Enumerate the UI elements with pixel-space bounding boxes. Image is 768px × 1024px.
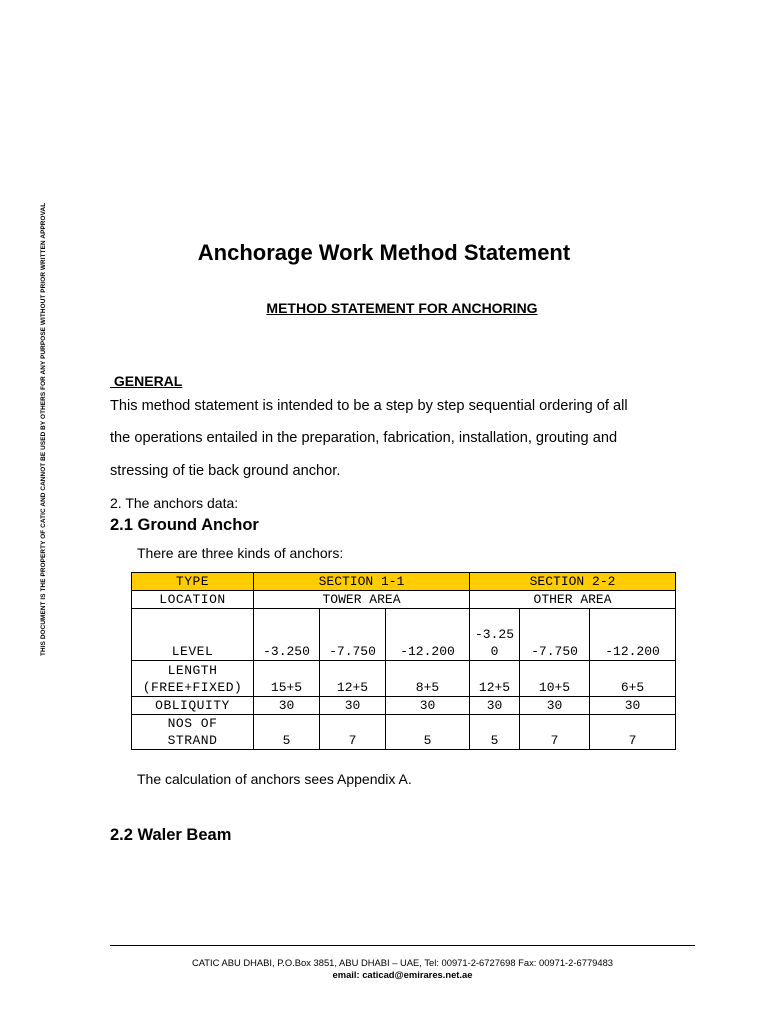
length-row: [132, 661, 676, 697]
obliquity-value-cell: 30: [386, 697, 470, 715]
strand-label-line: STRAND: [167, 733, 218, 748]
page-subtitle: METHOD STATEMENT FOR ANCHORING: [266, 300, 538, 316]
strand-value-cell: 7: [520, 715, 590, 750]
table-header-row: [132, 573, 676, 591]
obliquity-value-cell: 30: [470, 697, 520, 715]
tower-area-cell: TOWER AREA: [254, 591, 470, 609]
strand-value-cell: 7: [320, 715, 386, 750]
strand-value-cell: 5: [386, 715, 470, 750]
general-paragraph-line: stressing of tie back ground anchor.: [110, 463, 341, 479]
waler-beam-heading: 2.2 Waler Beam: [110, 826, 232, 844]
strand-value-cell: 5: [470, 715, 520, 750]
length-value-cell: 12+5: [470, 661, 520, 697]
length-value-cell: 15+5: [254, 661, 320, 697]
general-paragraph-line: the operations entailed in the preparation, fabrication, installation, grouting and: [110, 430, 618, 446]
strand-value-cell: 5: [254, 715, 320, 750]
obliquity-value-cell: 30: [590, 697, 676, 715]
length-label-line: (FREE+FIXED): [142, 680, 243, 695]
level-value-cell: -12.200: [386, 609, 470, 661]
length-value-cell: 6+5: [590, 661, 676, 697]
strand-label-cell: [132, 715, 254, 750]
strand-row: [132, 715, 676, 750]
type-label-cell: TYPE: [132, 573, 254, 591]
level-row: [132, 609, 676, 661]
footer-divider: [110, 945, 695, 946]
length-value-cell: 8+5: [386, 661, 470, 697]
level-value-cell: -3.250: [254, 609, 320, 661]
obliquity-label-cell: OBLIQUITY: [132, 697, 254, 715]
level-label-cell: LEVEL: [132, 609, 254, 661]
section-2-2-header: SECTION 2-2: [470, 573, 676, 591]
other-area-cell: OTHER AREA: [470, 591, 676, 609]
length-label-line: LENGTH: [167, 663, 218, 678]
general-paragraph-line: This method statement is intended to be a step by step sequential ordering of all: [110, 398, 628, 414]
footer-email: email: caticad@emirares.net.ae: [332, 969, 473, 980]
obliquity-row: [132, 697, 676, 715]
length-value-cell: 10+5: [520, 661, 590, 697]
length-value-cell: 12+5: [320, 661, 386, 697]
calculation-note: The calculation of anchors sees Appendix A.: [137, 771, 412, 787]
location-row: [132, 591, 676, 609]
obliquity-value-cell: 30: [254, 697, 320, 715]
anchor-data-table: [131, 572, 676, 750]
level-value-cell: -7.750: [320, 609, 386, 661]
ground-anchor-heading: 2.1 Ground Anchor: [110, 516, 259, 534]
strand-label-line: NOS OF: [167, 716, 218, 731]
location-label-cell: LOCATION: [132, 591, 254, 609]
level-value-cell: -7.750: [520, 609, 590, 661]
general-heading: GENERAL: [110, 373, 183, 389]
length-label-cell: [132, 661, 254, 697]
obliquity-value-cell: 30: [320, 697, 386, 715]
strand-value-cell: 7: [590, 715, 676, 750]
level-value-cell: -3.250: [470, 609, 520, 661]
footer-address: CATIC ABU DHABI, P.O.Box 3851, ABU DHABI – UAE, Tel: 00971-2-6727698 Fax: 00971-2-6779483: [191, 957, 614, 968]
page-title: Anchorage Work Method Statement: [197, 240, 571, 265]
anchors-data-heading: 2. The anchors data:: [110, 495, 239, 511]
level-value-cell: -12.200: [590, 609, 676, 661]
section-1-1-header: SECTION 1-1: [254, 573, 470, 591]
side-copyright-note: THIS DOCUMENT IS THE PROPERTY OF CATIC AND CANNOT BE USED BY OTHERS FOR ANY PURPOSE WITHOUT PRIOR WRITTEN APPROVAL: [40, 202, 47, 656]
anchor-kinds-intro: There are three kinds of anchors:: [137, 545, 344, 561]
obliquity-value-cell: 30: [520, 697, 590, 715]
